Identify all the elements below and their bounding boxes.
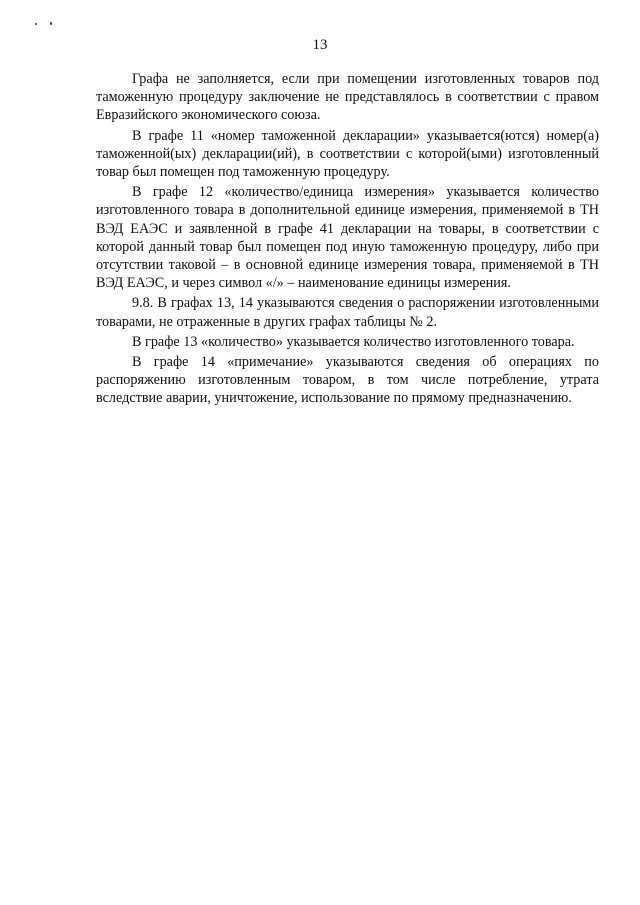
paragraph-graph-12: В графе 12 «количество/единица измерения» указывается количество изготовленного товара в дополнительной единице измерения, применяемой в ТН ВЭД ЕАЭС и заявленной в графе 41 декларации на товары, в соответствии с которой данный товар был помещен под иную таможенную процедуру, либо при отсутствии таковой – в основной единице измерения товара, применяемой в ТН ВЭД ЕАЭС, и через символ «/» – наименование единицы измерения.	[96, 184, 599, 292]
scan-artifact-dot	[35, 23, 37, 25]
paragraph-graph-not-filled: Графа не заполняется, если при помещении изготовленных товаров под таможенную процедуру заключение не представлялось в соответствии с правом Евразийского экономического союза.	[96, 71, 599, 124]
paragraph-graph-11: В графе 11 «номер таможенной декларации» указывается(ются) номер(а) таможенной(ых) декларации(ий), в соответствии с которой(ыми) изготовленный товар был помещен под таможенную процедуру.	[96, 127, 599, 181]
page-number: 13	[312, 37, 328, 53]
paragraph-9-8: 9.8. В графах 13, 14 указываются сведения о распоряжении изготовленными товарами, не отраженные в других графах таблицы № 2.	[96, 295, 599, 330]
document-body	[96, 70, 599, 410]
scan-artifact-dot	[50, 22, 52, 25]
paragraph-graph-13: В графе 13 «количество» указывается количество изготовленного товара.	[132, 333, 575, 350]
paragraph-graph-14: В графе 14 «примечание» указываются сведения об операциях по распоряжению изготовленным товаром, в том числе потребление, утрата вследствие аварии, уничтожение, использование по прямому предназначению.	[96, 354, 599, 407]
